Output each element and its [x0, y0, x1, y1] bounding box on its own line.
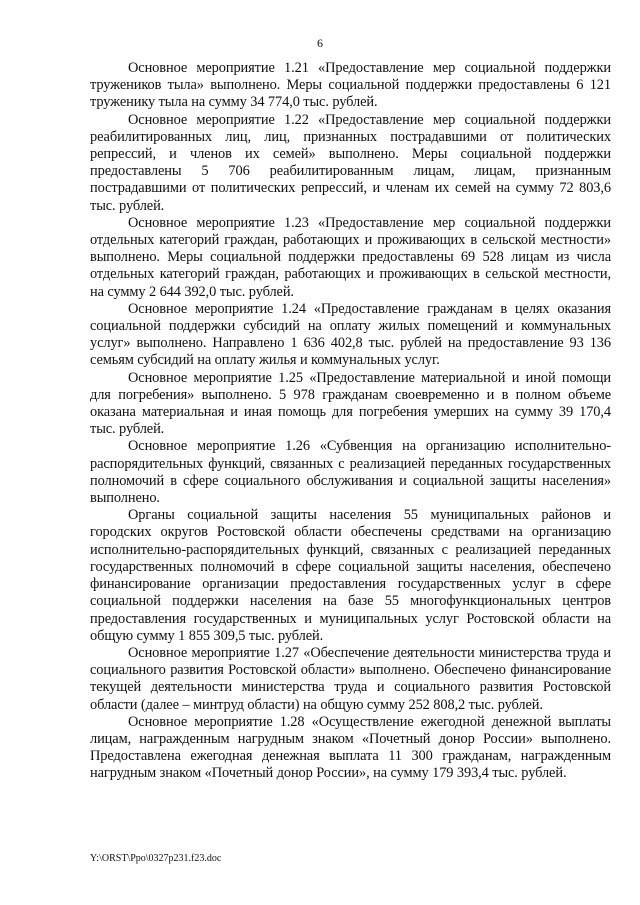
- paragraph-1-26: Основное мероприятие 1.26 «Субвенция на организацию исполнительно-распорядительных функций, связанных с реализацией переданных государственных полномочий в сфере социального обслуживания и социальной защиты населения» выполнено.: [90, 438, 611, 507]
- document-body: [90, 60, 611, 783]
- paragraph-1-21: Основное мероприятие 1.21 «Предоставление мер социальной поддержки тружеников тыла» выполнено. Меры социальной поддержки предоставлены 6 121 труженику тыла на сумму 34 774,0 тыс. рублей.: [90, 60, 611, 111]
- page-number: 6: [317, 36, 323, 50]
- paragraph-social-protection-bodies: Органы социальной защиты населения 55 муниципальных районов и городских округов Ростовской области обеспечены средствами на организацию исполнительно-распорядительных функций, связанных с реализацией переданных государственных полномочий в сфере социальной защиты населения, обеспечено финансирование организации предоставления государственных услуг в сфере социальной поддержки населения на базе 55 многофункциональных центров предоставления государственных и муниципальных услуг Ростовской области на общую сумму 1 855 309,5 тыс. рублей.: [90, 507, 611, 644]
- paragraph-1-22: Основное мероприятие 1.22 «Предоставление мер социальной поддержки реабилитированных лиц, лиц, признанных пострадавшими от политических репрессий, и членов их семей» выполнено. Меры социальной поддержки предоставлены 5 706 реабилитированным лицам, лицам, признанным пострадавшими от политических репрессий, и членам их семей на сумму 72 803,6 тыс. рублей.: [90, 111, 611, 214]
- paragraph-1-25: Основное мероприятие 1.25 «Предоставление материальной и иной помощи для погребения» выполнено. 5 978 гражданам своевременно и в полном объеме оказана материальная и иная помощь для погребения умерших на сумму 39 170,4 тыс. рублей.: [90, 369, 611, 438]
- file-path-footer: Y:\ORST\Ppo\0327p231.f23.doc: [90, 853, 222, 864]
- paragraph-1-27: Основное мероприятие 1.27 «Обеспечение деятельности министерства труда и социального развития Ростовской области» выполнено. Обеспечено финансирование текущей деятельности министерства труда и социального развития Ростовской области (далее – минтруд области) на общую сумму 252 808,2 тыс. рублей.: [90, 644, 611, 713]
- paragraph-1-28: Основное мероприятие 1.28 «Осуществление ежегодной денежной выплаты лицам, награжденным нагрудным знаком «Почетный донор России» выполнено. Предоставлена ежегодная денежная выплата 11 300 гражданам, награжденным нагрудным знаком «Почетный донор России», на сумму 179 393,4 тыс. рублей.: [90, 713, 611, 782]
- paragraph-1-23: Основное мероприятие 1.23 «Предоставление мер социальной поддержки отдельных категорий граждан, работающих и проживающих в сельской местности» выполнено. Меры социальной поддержки предоставлены 69 528 лицам из числа отдельных категорий граждан, работающих и проживающих в сельской местности, на сумму 2 644 392,0 тыс. рублей.: [90, 214, 611, 300]
- paragraph-1-24: Основное мероприятие 1.24 «Предоставление гражданам в целях оказания социальной поддержки субсидий на оплату жилых помещений и коммунальных услуг» выполнено. Направлено 1 636 402,8 тыс. рублей на предоставление 93 136 семьям субсидий на оплату жилья и коммунальных услуг.: [90, 300, 611, 369]
